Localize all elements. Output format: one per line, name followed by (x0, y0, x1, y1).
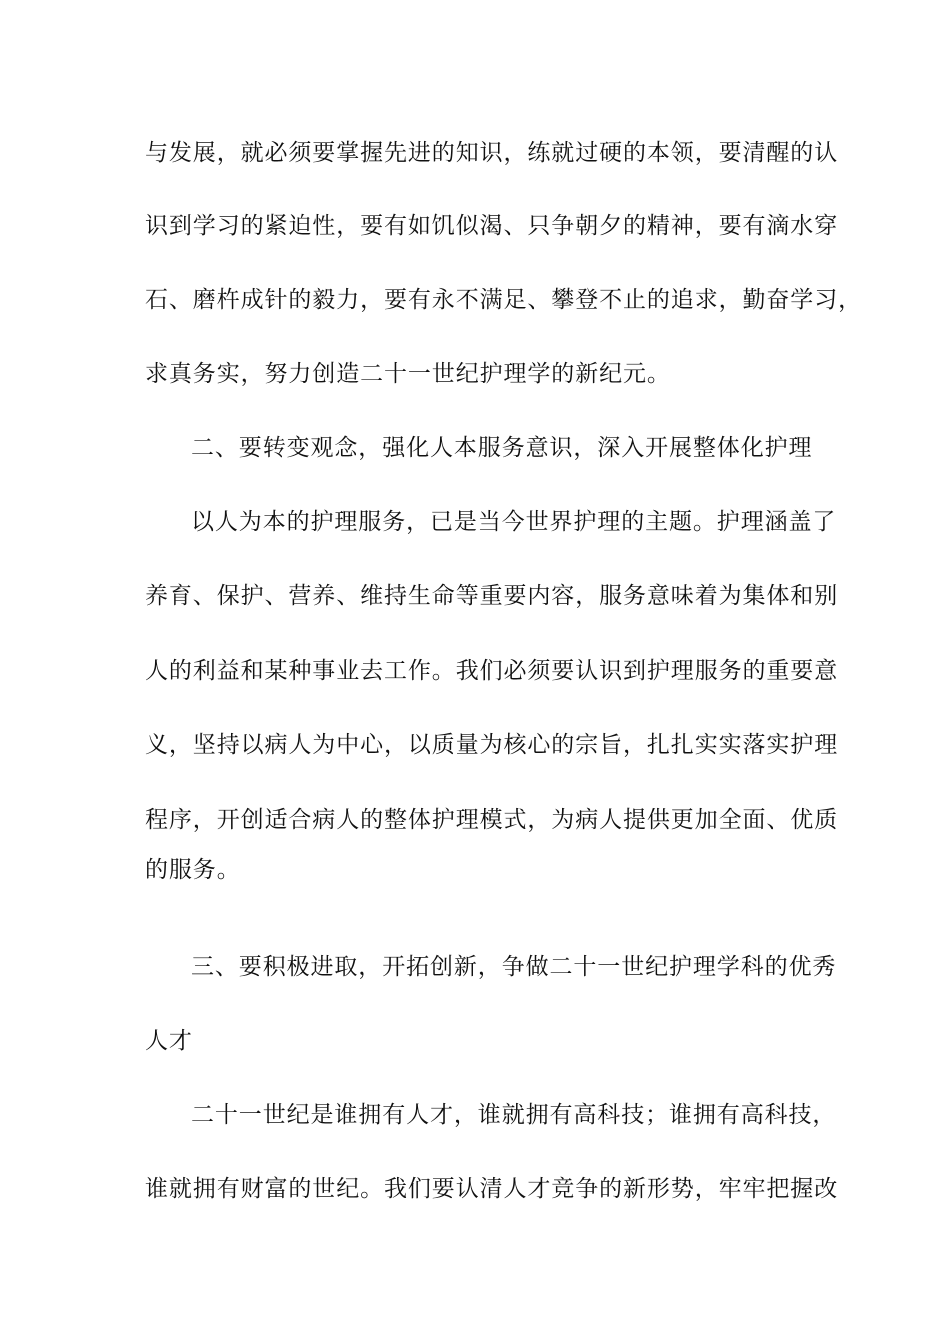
body-text-line: 程序，开创适合病人的整体护理模式，为病人提供更加全面、优质 (145, 807, 839, 833)
body-text-line: 的服务。 (145, 857, 241, 883)
section-heading: 三、要积极进取，开拓创新，争做二十一世纪护理学科的优秀 (191, 954, 837, 980)
body-text-line: 养育、保护、营养、维持生命等重要内容，服务意味着为集体和别 (145, 583, 839, 609)
body-text-line: 求真务实，努力创造二十一世纪护理学的新纪元。 (145, 361, 671, 387)
body-text-line: 以人为本的护理服务，已是当今世界护理的主题。护理涵盖了 (191, 509, 837, 535)
section-heading: 二、要转变观念，强化人本服务意识，深入开展整体化护理 (191, 435, 813, 461)
body-text-line: 义，坚持以病人为中心，以质量为核心的宗旨，扎扎实实落实护理 (145, 732, 839, 758)
body-text-line: 谁就拥有财富的世纪。我们要认清人才竞争的新形势，牢牢把握改 (145, 1176, 839, 1202)
body-text-line: 石、磨杵成针的毅力，要有永不满足、攀登不止的追求，勤奋学习， (145, 287, 862, 313)
body-text-line: 与发展，就必须要掌握先进的知识，练就过硬的本领，要清醒的认 (145, 140, 839, 166)
section-heading-continued: 人才 (145, 1028, 193, 1054)
body-text-line: 识到学习的紧迫性，要有如饥似渴、只争朝夕的精神，要有滴水穿 (145, 213, 839, 239)
body-text-line: 二十一世纪是谁拥有人才，谁就拥有高科技；谁拥有高科技， (191, 1102, 837, 1128)
body-text-line: 人的利益和某种事业去工作。我们必须要认识到护理服务的重要意 (145, 658, 839, 684)
